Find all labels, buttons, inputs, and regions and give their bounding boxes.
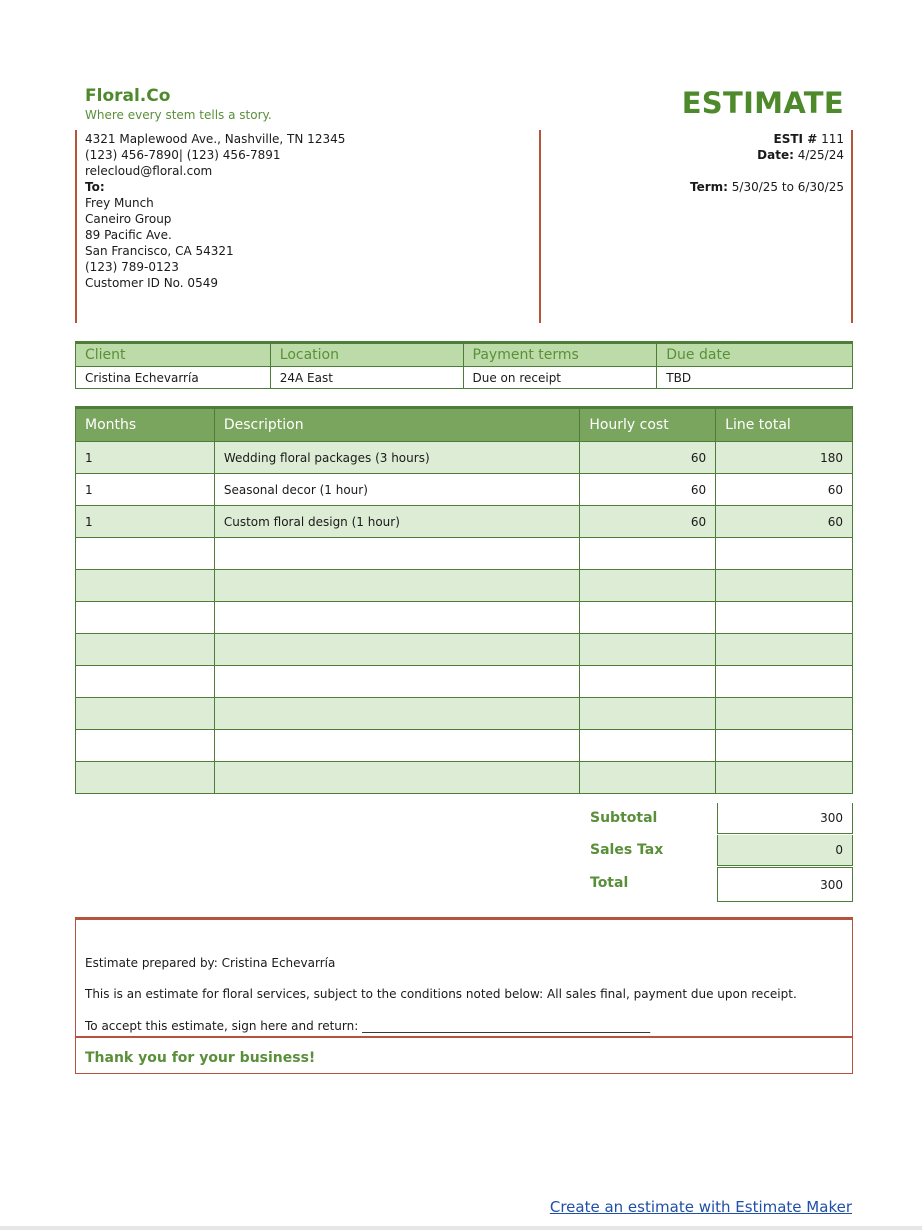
hourly-cost-cell: [580, 666, 716, 698]
description-cell: [214, 570, 579, 602]
bottom-bar: [0, 1226, 922, 1230]
line-total-cell: [716, 570, 853, 602]
line-total-cell: [716, 730, 853, 762]
thank-you-message: Thank you for your business!: [85, 1050, 316, 1066]
prepared-by: Estimate prepared by: Cristina Echevarría: [85, 956, 336, 970]
subtotal-value: 300: [717, 803, 853, 834]
customer-id: Customer ID No. 0549: [85, 276, 218, 290]
description-cell: Wedding floral packages (3 hours): [214, 442, 579, 474]
company-address: 4321 Maplewood Ave., Nashville, TN 12345: [85, 132, 346, 146]
to-city: San Francisco, CA 54321: [85, 244, 234, 258]
header-payment-terms: Payment terms: [463, 343, 657, 367]
description-cell: [214, 730, 579, 762]
client-info-row: [76, 367, 853, 389]
header-client: Client: [76, 343, 271, 367]
client-value: Cristina Echevarría: [76, 367, 271, 389]
company-name: Floral.Co: [85, 86, 171, 106]
company-phones: (123) 456-7890| (123) 456-7891: [85, 148, 281, 162]
table-row: [76, 666, 853, 698]
estimate-meta: [690, 131, 844, 195]
hourly-cost-cell: 60: [580, 506, 716, 538]
months-cell: [76, 666, 215, 698]
company-tagline: Where every stem tells a story.: [85, 108, 272, 122]
description-cell: Custom floral design (1 hour): [214, 506, 579, 538]
left-divider: [75, 130, 77, 323]
header-description: Description: [214, 408, 579, 442]
estimate-maker-link[interactable]: Create an estimate with Estimate Maker: [549, 1198, 852, 1216]
notes-divider: [76, 1036, 852, 1038]
address-block: [85, 131, 345, 291]
location-value: 24A East: [270, 367, 463, 389]
hourly-cost-cell: [580, 730, 716, 762]
table-row: [76, 730, 853, 762]
due-date-value: TBD: [657, 367, 853, 389]
months-cell: [76, 762, 215, 794]
line-items-table: [75, 406, 853, 794]
header-hourly-cost: Hourly cost: [580, 408, 716, 442]
to-street: 89 Pacific Ave.: [85, 228, 172, 242]
line-total-cell: [716, 602, 853, 634]
line-total-cell: [716, 666, 853, 698]
description-cell: [214, 762, 579, 794]
hourly-cost-cell: [580, 762, 716, 794]
header-months: Months: [76, 408, 215, 442]
hourly-cost-cell: [580, 698, 716, 730]
table-row: [76, 762, 853, 794]
company-email: relecloud@floral.com: [85, 164, 213, 178]
estimate-date: Date: 4/25/24: [757, 148, 844, 162]
signature-line: To accept this estimate, sign here and return: ________________________________________________: [85, 1019, 651, 1033]
line-items-header: [76, 408, 853, 442]
description-cell: [214, 538, 579, 570]
line-total-cell: [716, 538, 853, 570]
client-info-table: [75, 341, 853, 389]
description-cell: [214, 602, 579, 634]
subtotal-label: Subtotal: [590, 810, 658, 826]
months-cell: [76, 698, 215, 730]
line-total-cell: 60: [716, 506, 853, 538]
table-row: [76, 442, 853, 474]
description-cell: [214, 666, 579, 698]
hourly-cost-cell: [580, 602, 716, 634]
sales-tax-label: Sales Tax: [590, 842, 664, 858]
hourly-cost-cell: [580, 538, 716, 570]
middle-divider: [539, 130, 541, 323]
line-total-cell: [716, 698, 853, 730]
sales-tax-value: 0: [717, 835, 853, 866]
header-line-total: Line total: [716, 408, 853, 442]
description-cell: Seasonal decor (1 hour): [214, 474, 579, 506]
to-label: To:: [85, 180, 105, 194]
hourly-cost-cell: 60: [580, 474, 716, 506]
to-name: Frey Munch: [85, 196, 154, 210]
months-cell: [76, 570, 215, 602]
payment-terms-value: Due on receipt: [463, 367, 657, 389]
line-total-cell: 180: [716, 442, 853, 474]
hourly-cost-cell: [580, 570, 716, 602]
document-title: ESTIMATE: [681, 86, 844, 120]
to-company: Caneiro Group: [85, 212, 172, 226]
description-cell: [214, 634, 579, 666]
total-value: 300: [717, 867, 853, 902]
table-row: [76, 602, 853, 634]
hourly-cost-cell: [580, 634, 716, 666]
months-cell: [76, 730, 215, 762]
table-row: [76, 570, 853, 602]
line-total-cell: [716, 762, 853, 794]
total-label: Total: [590, 875, 629, 891]
months-cell: 1: [76, 442, 215, 474]
table-row: [76, 634, 853, 666]
table-row: [76, 474, 853, 506]
line-total-cell: 60: [716, 474, 853, 506]
months-cell: [76, 634, 215, 666]
right-divider: [851, 130, 853, 323]
months-cell: [76, 538, 215, 570]
months-cell: 1: [76, 474, 215, 506]
hourly-cost-cell: 60: [580, 442, 716, 474]
table-row: [76, 506, 853, 538]
client-info-header: [76, 343, 853, 367]
line-total-cell: [716, 634, 853, 666]
description-cell: [214, 698, 579, 730]
table-row: [76, 538, 853, 570]
estimate-conditions: This is an estimate for floral services, subject to the conditions noted below: All sales final, payment due upon receipt.: [85, 987, 797, 1001]
header-due-date: Due date: [657, 343, 853, 367]
estimate-term: Term: 5/30/25 to 6/30/25: [690, 180, 844, 194]
table-row: [76, 698, 853, 730]
to-phone: (123) 789-0123: [85, 260, 179, 274]
estimate-number: ESTI # 111: [773, 132, 844, 146]
months-cell: [76, 602, 215, 634]
header-location: Location: [270, 343, 463, 367]
months-cell: 1: [76, 506, 215, 538]
